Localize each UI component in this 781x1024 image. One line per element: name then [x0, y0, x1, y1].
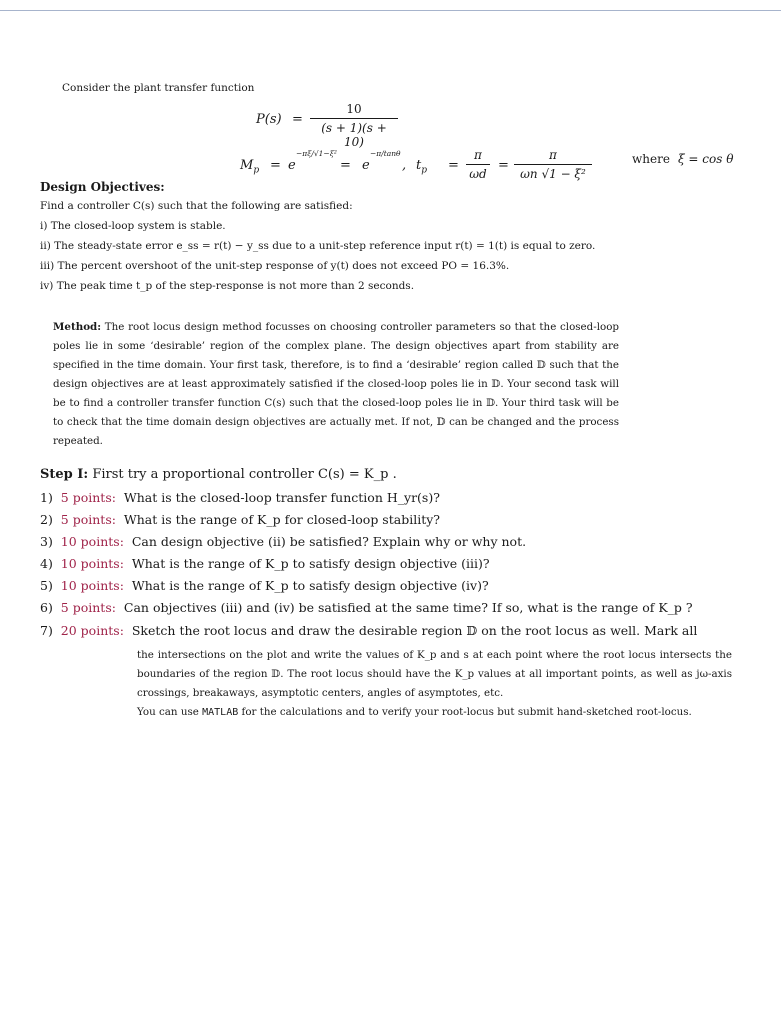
method-label: Method:: [53, 321, 102, 333]
method-paragraph: [53, 318, 619, 451]
objective-line: ii) The steady-state error e_ss = r(t) − y_ss due to a unit-step reference input r(t) = 1(t) is equal to zero.: [40, 240, 596, 252]
header-rule: [0, 10, 781, 11]
tp-equals: =: [448, 158, 459, 173]
question-item: 7) 20 points: Sketch the root locus and draw the desirable region 𝔻 on the root locus as well. Mark all: [40, 623, 698, 638]
step-text: First try a proportional controller C(s) = K_p .: [92, 467, 397, 482]
question-item: 5) 10 points: What is the range of K_p to satisfy design objective (iv)?: [40, 578, 489, 593]
points-label: 5 points:: [60, 490, 116, 505]
exp-base-1: e: [288, 158, 296, 173]
design-objectives-heading: Design Objectives:: [40, 180, 165, 194]
plant-equals: =: [292, 112, 303, 127]
objective-line: i) The closed-loop system is stable.: [40, 220, 226, 232]
question-item: 1) 5 points: What is the closed-loop transfer function H_yr(s)?: [40, 490, 440, 505]
pi-over-wd: π ωd: [466, 148, 490, 181]
question-item: 4) 10 points: What is the range of K_p to satisfy design objective (iii)?: [40, 556, 490, 571]
mp-symbol: $M_p$: [240, 158, 260, 176]
points-label: 5 points:: [60, 600, 116, 615]
xi-definition: ξ = cos θ: [678, 152, 734, 166]
tp-equals-2: =: [498, 158, 509, 173]
plant-fraction: [310, 102, 398, 149]
q7-detail-text: the intersections on the plot and write the values of K_p and s at each point where the root locus intersects the boundaries of the region 𝔻. The root locus should have the K_p values at all important points, as well as jω-axis crossings, breakaways, asymptotic centers, angles of asymptotes, etc.: [137, 649, 732, 699]
exp-base-2: e: [362, 158, 370, 173]
fraction-bar: [310, 118, 398, 119]
matlab-code: MATLAB: [202, 707, 239, 718]
where-label: where: [632, 152, 670, 166]
objective-line: iv) The peak time t_p of the step-response is not more than 2 seconds.: [40, 280, 415, 292]
plant-denominator: (s + 1)(s + 10): [321, 121, 387, 149]
objective-line: Find a controller C(s) such that the following are satisfied:: [40, 200, 353, 212]
points-label: 10 points:: [60, 578, 124, 593]
question-item: 2) 5 points: What is the range of K_p for closed-loop stability?: [40, 512, 440, 527]
q7-matlab-pre: You can use: [137, 706, 199, 718]
step-one: [40, 467, 397, 482]
question-7-detail: [137, 646, 732, 722]
exponent-1: −πξ/√1−ξ²: [296, 149, 337, 158]
plant-lhs: P(s): [256, 112, 282, 127]
tp-symbol: $t_p$: [416, 158, 427, 176]
q7-matlab-post: for the calculations and to verify your root-locus but submit hand-sketched root-locus.: [241, 706, 692, 718]
equals-2: =: [340, 158, 351, 173]
pi-over-wn: π ωn √1 − ξ²: [514, 148, 592, 181]
question-item: 6) 5 points: Can objectives (iii) and (iv) be satisfied at the same time? If so, what is the range of K_p ?: [40, 600, 693, 615]
plant-numerator: 10: [346, 102, 362, 116]
exponent-2: −π/tanθ: [370, 149, 401, 158]
mp-equals: =: [270, 158, 281, 173]
comma: ,: [402, 158, 407, 173]
points-label: 5 points:: [60, 512, 116, 527]
objective-line: iii) The percent overshoot of the unit-step response of y(t) does not exceed PO = 16.3%.: [40, 260, 510, 272]
intro-text: Consider the plant transfer function: [62, 82, 255, 94]
method-text: The root locus design method focusses on choosing controller parameters so that the closed-loop poles lie in some ‘desirable’ region of the complex plane. The design objectives apart from stability are specified in the time domain. Your first task, therefore, is to find a ‘desirable’ region called 𝔻 such that the design objectives are at least approximately satisfied if the closed-loop poles lie in 𝔻. Your second task will be to find a controller transfer function C(s) such that the closed-loop poles lie in 𝔻. Your third task will be to check that the time domain design objectives are actually met. If not, 𝔻 can be changed and the process repeated.: [53, 321, 619, 447]
points-label: 10 points:: [60, 556, 124, 571]
step-label: Step I:: [40, 467, 89, 482]
question-item: 3) 10 points: Can design objective (ii) be satisfied? Explain why or why not.: [40, 534, 527, 549]
points-label: 20 points:: [60, 623, 124, 638]
points-label: 10 points:: [60, 534, 124, 549]
